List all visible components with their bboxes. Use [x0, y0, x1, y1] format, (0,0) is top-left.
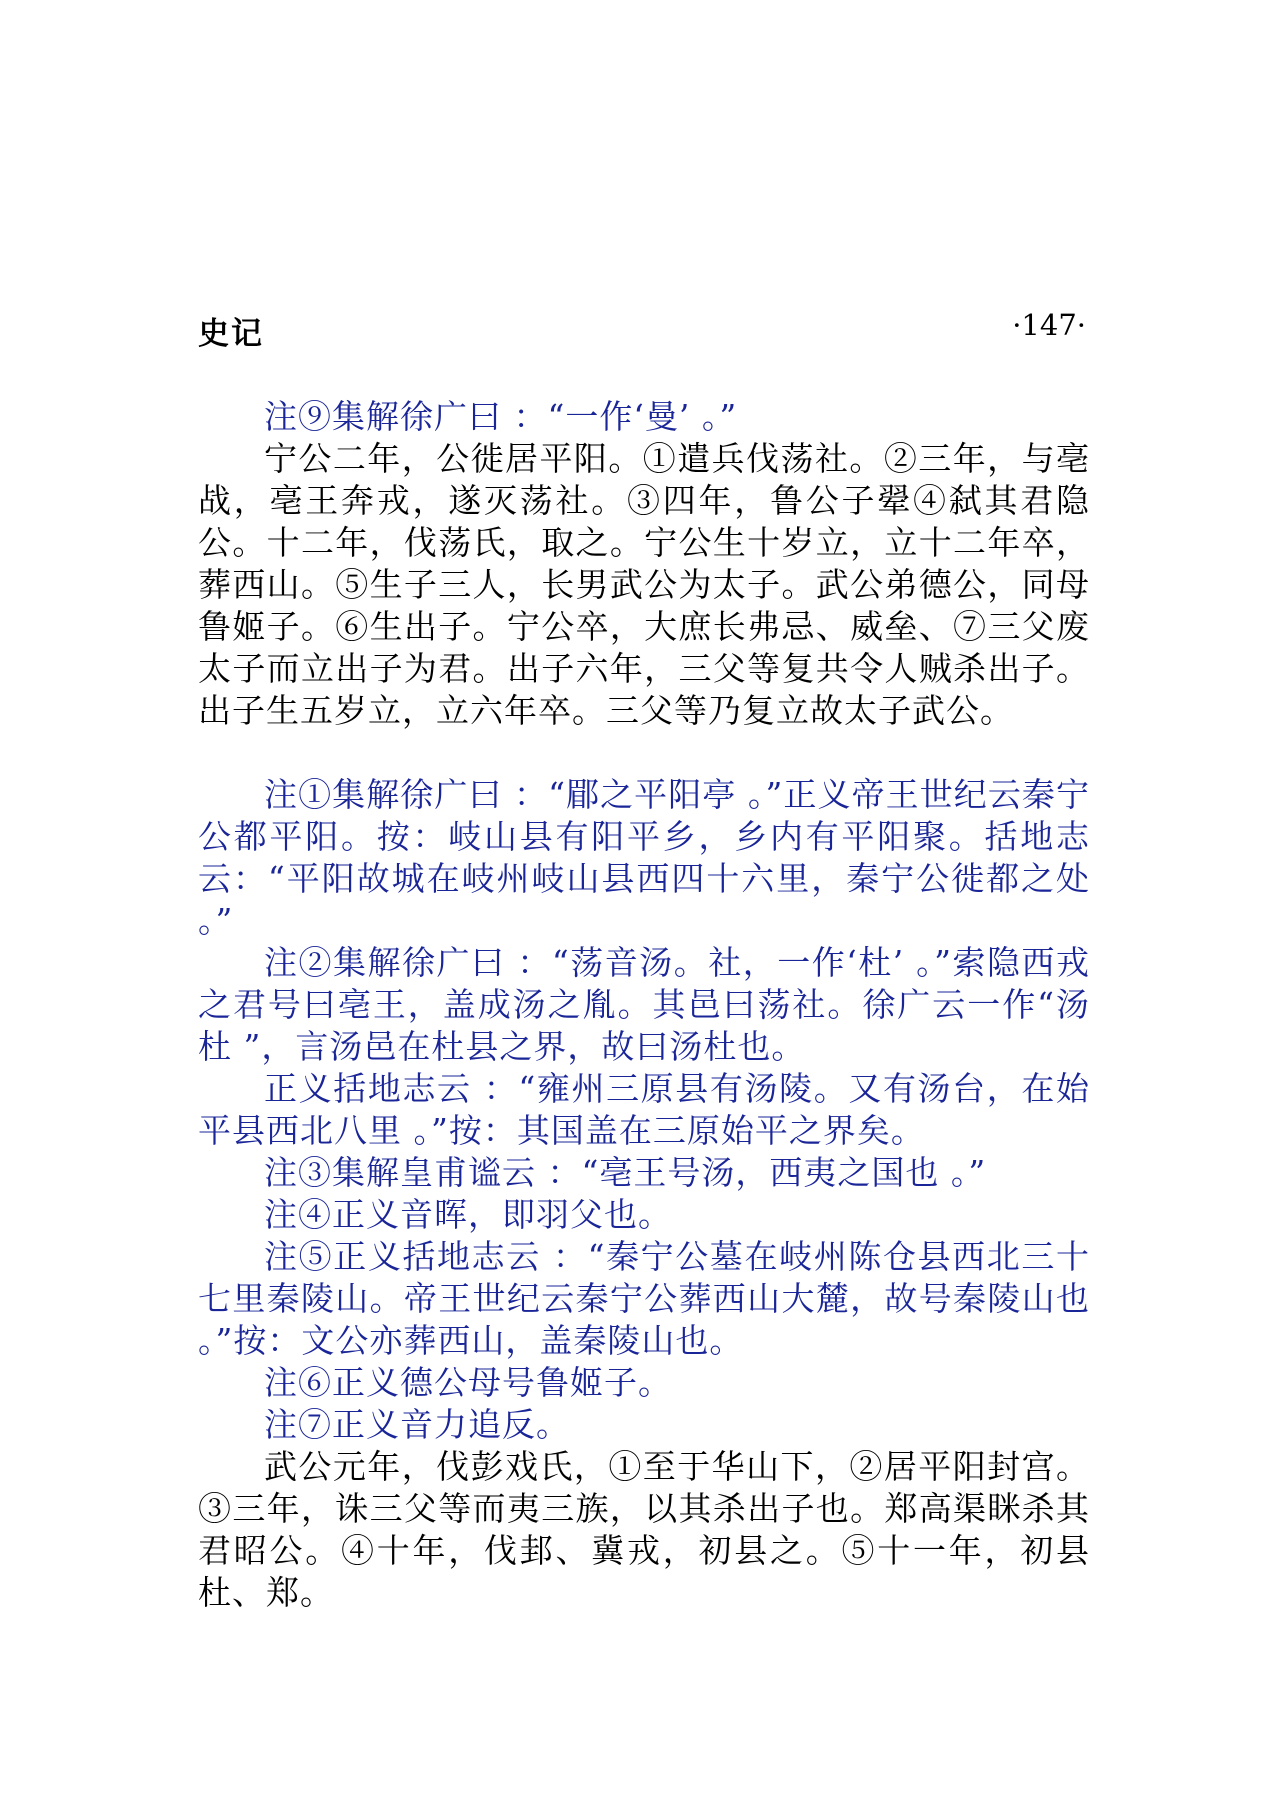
page-header	[198, 308, 1086, 352]
main-paragraph: 宁公二年，公徙居平阳。①遣兵伐荡社。②三年，与亳战，亳王奔戎，遂灭荡社。③四年，鲁公子翚④弑其君隐公。十二年，伐荡氏，取之。宁公生十岁立，立十二年卒，葬西山。⑤生子三人，长男武公为太子。武公弟德公，同母鲁姬子。⑥生出子。宁公卒，大庶长弗忌、威垒、⑦三父废太子而立出子为君。出子六年，三父等复共令人贼杀出子。出子生五岁立，立六年卒。三父等乃复立故太子武公。	[198, 439, 1090, 730]
note-paragraph: 注②集解徐广曰 ：“荡音汤。社，一作‘杜’ 。”索隐西戎之君号曰亳王，盖成汤之胤。其邑曰荡社。徐广云一作“汤杜 ”，言汤邑在杜县之界，故曰汤杜也。	[198, 943, 1090, 1066]
note-paragraph: 注⑨集解徐广曰 ：“一作‘曼’ 。”	[264, 397, 738, 436]
note-paragraph: 注④正义音晖，即羽父也。	[264, 1195, 672, 1234]
page-number: ·147·	[1012, 308, 1086, 342]
note-paragraph: 注⑦正义音力追反。	[264, 1405, 570, 1444]
body-text	[198, 396, 1090, 1614]
note-paragraph: 正义括地志云 ：“雍州三原县有汤陵。又有汤台，在始平县西北八里 。”按：其国盖在三原始平之界矣。	[198, 1069, 1090, 1150]
note-paragraph: 注①集解徐广曰 ：“郿之平阳亭 。”正义帝王世纪云秦宁公都平阳。按：岐山县有阳平乡，乡内有平阳聚。括地志云：“平阳故城在岐州岐山县西四十六里，秦宁公徙都之处 。”	[198, 775, 1090, 940]
note-paragraph: 注③集解皇甫谧云 ：“亳王号汤，西夷之国也 。”	[264, 1153, 987, 1192]
note-paragraph: 注⑥正义德公母号鲁姬子。	[264, 1363, 672, 1402]
book-title: 史记	[198, 316, 264, 352]
main-paragraph: 武公元年，伐彭戏氏，①至于华山下，②居平阳封宫。③三年，诛三父等而夷三族，以其杀出子也。郑高渠眯杀其君昭公。④十年，伐邽、冀戎，初县之。⑤十一年，初县杜、郑。	[198, 1447, 1090, 1612]
paragraph-gap	[198, 732, 1090, 774]
note-paragraph: 注⑤正义括地志云 ：“秦宁公墓在岐州陈仓县西北三十七里秦陵山。帝王世纪云秦宁公葬西山大麓，故号秦陵山也 。”按：文公亦葬西山，盖秦陵山也。	[198, 1237, 1090, 1360]
